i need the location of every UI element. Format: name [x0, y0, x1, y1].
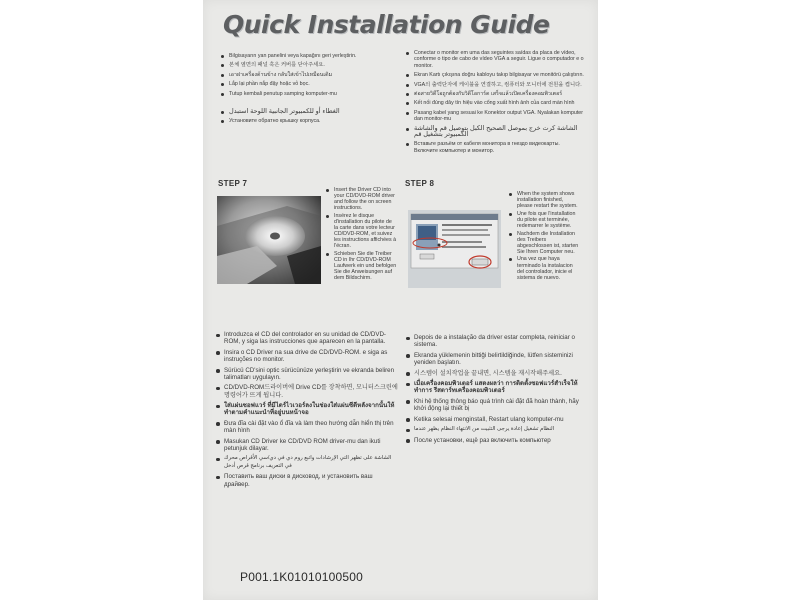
list-item: Sürücü CD'sini optic sürücünüze yerleştirin ve ekranda beliren talimatları uygulayın.	[215, 367, 399, 382]
list-item: Insert the Driver CD into your CD/DVD-ROM driver and follow the on screen instructions.	[325, 187, 397, 211]
list-item: ใส่แผ่นซอฟแวร์ ที่มีไดร์ไวเวอร์ลงในช่องใส่แผ่นซีดีหลังจากนั้นให้ทำตามคำแนะนำที่อยู่บนหน้าจอ	[215, 402, 399, 417]
list-item: Depois de a instalação da driver estar completa, reiniciar o sistema.	[405, 334, 589, 349]
list-item: Kết nối đúng dây tín hiệu vào cổng xuất hình ảnh của card màn hình	[405, 100, 585, 106]
list-item: When the system shows installation finished, please restart the system.	[508, 191, 580, 209]
top-left-instructions	[220, 53, 400, 128]
list-item: После установки, ещё раз включить компьютер	[405, 437, 589, 444]
list-item: Nachdem die Installation des Treibers abgeschlossen ist, starten Sie Ihren Computer neu.	[508, 231, 580, 255]
list-item: เมื่อเครื่องคอมพิวเตอร์ แสดงผลว่า การติดตั้งซอฟแวร์สำเร็จให้ทำการ รีสตาร์ทเครื่องคอมพิวเตอร์	[405, 380, 589, 395]
list-item: เอาฝาเครื่องด้านข้าง กลับใส่เข้าไปเหมือนเดิม	[220, 72, 400, 78]
list-item: Ketika selesai menginstall, Restart ulang komputer-mu	[405, 416, 589, 423]
step-8-label: STEP 8	[405, 179, 435, 188]
list-item: الغطاء أو للكمبيوتر الجانبية اللوحة استبدل	[220, 109, 400, 115]
list-item: Insérez le disque d'installation du pilote de la carte dans votre lecteur CD/DVD-ROM, et suivez les instructions affichées à l'écran.	[325, 213, 397, 250]
list-item: Schieben Sie die Treiber CD in Ihr CD/DVD-ROM Laufwerk ein und befolgen Sie die Anweisungen auf dem Bildschirm.	[325, 251, 397, 281]
list-item: Bilgisayarın yan panelini veya kapağını geri yerleştirin.	[220, 53, 400, 59]
list-item: Conectar o monitor em uma das seguintes saídas da placa de vídeo, conforme o tipo de cabo de vídeo VGA a seguir. Ligue o computador e o monitor.	[405, 50, 585, 69]
list-item: Insira o CD Driver na sua drive de CD/DVD-ROM. e siga as instruções no monitor.	[215, 349, 399, 364]
list-item: Una vez que haya terminado la instalacion del controlador, inicie el sistema de nuevo.	[508, 256, 580, 280]
list-item: 시스템이 설치작업을 끝내면, 시스템을 재시작해주세요.	[405, 370, 589, 377]
list-item: Вставьте разъём от кабеля монитора в гнездо видеокарты. Включите компьютер и монитор.	[405, 141, 585, 154]
restart-dialog-screenshot	[408, 210, 501, 288]
list-item: CD/DVD-ROM드라이버에 Drive CD를 장착하면, 모니터스크린에 명령어가 뜨게 됩니다.	[215, 384, 399, 399]
list-item: Установите обратно крышку корпуса.	[220, 118, 400, 124]
list-item: Tutup kembali penutup samping komputer-mu	[220, 91, 400, 97]
step-8-instructions	[508, 191, 580, 282]
list-item: VGA의 출력단자에 케이블을 연결하고, 컴퓨터와 모니터에 전원을 켭니다.	[405, 82, 585, 88]
list-item: الشاشة كرت خرج بموصل الصحيح الكبل بتوصيل قم والشاشة الكمبيوتر بتشغيل قم	[405, 126, 585, 139]
list-item: Lắp lại phần nắp đậy hoặc vỏ bọc.	[220, 81, 400, 87]
list-item: ต่อสายวิดีโอถูกต้องกับวิดีโอการ์ด เสร็จแล้วเปิดเครื่องคอมพิวเตอร์	[405, 91, 585, 97]
list-item: Đưa đĩa cài đặt vào ổ đĩa và làm theo hướng dẫn hiển thị trên màn hình	[215, 420, 399, 435]
list-item: Ekranda yüklemenin bittiği belirtildiğinde, lütfen sisteminizi yeniden başlatın.	[405, 352, 589, 367]
list-item: Masukan CD Driver ke CD/DVD ROM driver-mu dan ikuti petunjuk dilayar.	[215, 438, 399, 453]
list-item: Pasang kabel yang sesuai ke Konektor output VGA. Nyalakan komputer dan monitor-mu	[405, 110, 585, 123]
list-item: Поставить ваш диски в дисковод, и установить ваш драйвер.	[215, 473, 399, 488]
list-item: Khi hệ thống thông báo quá trình cài đặt đã hoàn thành, hãy khởi động lại thiết bị	[405, 398, 589, 413]
step-7-label: STEP 7	[218, 179, 248, 188]
bottom-right-instructions	[405, 334, 589, 447]
list-item: Une fois que l'installation du pilote est terminée, redemarrer le système.	[508, 211, 580, 229]
list-item: Ekran Kartı çıkışına doğru kabloyu takıp bilgisayar ve monitörü çalıştırın.	[405, 72, 585, 78]
guide-page	[203, 0, 598, 600]
top-right-instructions	[405, 50, 585, 157]
bottom-left-instructions	[215, 331, 399, 491]
list-item: النظام تشغيل إعادة يرجى التثبيت من الانتهاء النظام يظهر عندما	[405, 426, 589, 433]
guide-title: Quick Installation Guide	[223, 10, 550, 39]
cd-insert-photo	[217, 196, 321, 284]
list-item: Introduzca el CD del controlador en su unidad de CD/DVD-ROM, y siga las instrucciones que aparecen en la pantalla.	[215, 331, 399, 346]
list-item: الشاشة على تظهر التي الإرشادات واتبع روم دي في دي/سي الأقراص محرك في التعريف برنامج قرص أدخل	[215, 455, 399, 470]
list-item: 본체 옆면의 패널 혹은 커버를 닫아주세요.	[220, 62, 400, 68]
part-number: P001.1K01010100500	[240, 570, 364, 584]
step-7-instructions	[325, 187, 397, 283]
